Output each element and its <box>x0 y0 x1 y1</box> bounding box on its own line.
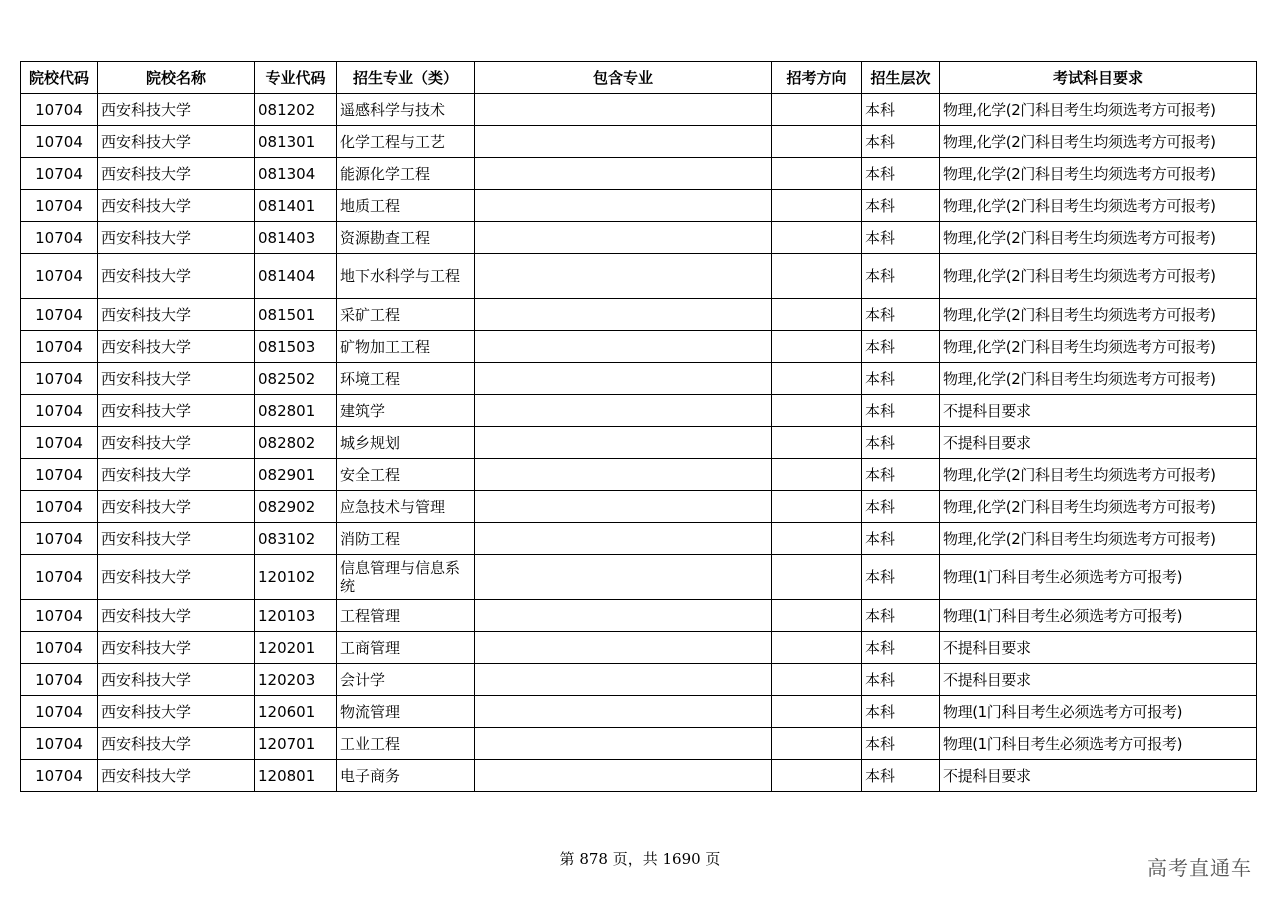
header-level: 招生层次 <box>862 62 940 94</box>
table-row <box>21 222 1257 254</box>
cell-level: 本科 <box>862 760 940 792</box>
cell-school-code: 10704 <box>21 158 98 190</box>
cell-major: 环境工程 <box>337 363 475 395</box>
cell-level: 本科 <box>862 491 940 523</box>
table-body <box>21 94 1257 792</box>
cell-included-majors <box>475 760 772 792</box>
cell-major-code: 120102 <box>255 555 337 600</box>
cell-level: 本科 <box>862 395 940 427</box>
cell-school-name: 西安科技大学 <box>98 126 255 158</box>
cell-subject-requirement: 物理,化学(2门科目考生均须选考方可报考) <box>940 299 1257 331</box>
cell-subject-requirement: 不提科目要求 <box>940 760 1257 792</box>
table-row <box>21 491 1257 523</box>
cell-major-code: 082901 <box>255 459 337 491</box>
cell-direction <box>772 94 862 126</box>
table-row <box>21 299 1257 331</box>
cell-school-code: 10704 <box>21 664 98 696</box>
table-row <box>21 728 1257 760</box>
cell-major: 地下水科学与工程 <box>337 254 475 299</box>
cell-school-name: 西安科技大学 <box>98 427 255 459</box>
cell-level: 本科 <box>862 363 940 395</box>
cell-major-code: 081202 <box>255 94 337 126</box>
cell-included-majors <box>475 363 772 395</box>
cell-direction <box>772 190 862 222</box>
cell-direction <box>772 491 862 523</box>
cell-direction <box>772 254 862 299</box>
cell-school-code: 10704 <box>21 523 98 555</box>
cell-subject-requirement: 物理,化学(2门科目考生均须选考方可报考) <box>940 190 1257 222</box>
table-row <box>21 696 1257 728</box>
header-subject-requirement: 考试科目要求 <box>940 62 1257 94</box>
cell-school-code: 10704 <box>21 555 98 600</box>
cell-major-code: 081501 <box>255 299 337 331</box>
cell-major-code: 082502 <box>255 363 337 395</box>
cell-school-name: 西安科技大学 <box>98 190 255 222</box>
cell-major: 消防工程 <box>337 523 475 555</box>
page-number: 第 878 页，共 1690 页 <box>559 850 721 868</box>
cell-direction <box>772 363 862 395</box>
cell-school-name: 西安科技大学 <box>98 331 255 363</box>
table-row <box>21 395 1257 427</box>
cell-direction <box>772 331 862 363</box>
cell-school-code: 10704 <box>21 696 98 728</box>
table-row <box>21 523 1257 555</box>
cell-school-code: 10704 <box>21 459 98 491</box>
cell-included-majors <box>475 696 772 728</box>
cell-level: 本科 <box>862 190 940 222</box>
cell-direction <box>772 696 862 728</box>
cell-major: 资源勘查工程 <box>337 222 475 254</box>
table-row <box>21 94 1257 126</box>
cell-direction <box>772 600 862 632</box>
cell-direction <box>772 632 862 664</box>
cell-school-code: 10704 <box>21 190 98 222</box>
cell-major-code: 082801 <box>255 395 337 427</box>
cell-major-code: 081401 <box>255 190 337 222</box>
cell-major: 物流管理 <box>337 696 475 728</box>
cell-level: 本科 <box>862 728 940 760</box>
cell-subject-requirement: 物理,化学(2门科目考生均须选考方可报考) <box>940 491 1257 523</box>
cell-major: 采矿工程 <box>337 299 475 331</box>
cell-level: 本科 <box>862 254 940 299</box>
cell-subject-requirement: 物理,化学(2门科目考生均须选考方可报考) <box>940 222 1257 254</box>
cell-direction <box>772 299 862 331</box>
cell-major: 化学工程与工艺 <box>337 126 475 158</box>
cell-major: 工程管理 <box>337 600 475 632</box>
cell-school-name: 西安科技大学 <box>98 254 255 299</box>
cell-major-code: 120601 <box>255 696 337 728</box>
cell-major: 地质工程 <box>337 190 475 222</box>
cell-school-code: 10704 <box>21 331 98 363</box>
cell-major: 城乡规划 <box>337 427 475 459</box>
cell-major-code: 082802 <box>255 427 337 459</box>
cell-level: 本科 <box>862 126 940 158</box>
cell-school-name: 西安科技大学 <box>98 395 255 427</box>
table-row <box>21 126 1257 158</box>
cell-school-name: 西安科技大学 <box>98 94 255 126</box>
cell-direction <box>772 664 862 696</box>
cell-school-code: 10704 <box>21 254 98 299</box>
cell-included-majors <box>475 254 772 299</box>
cell-school-code: 10704 <box>21 491 98 523</box>
table-row <box>21 427 1257 459</box>
cell-school-code: 10704 <box>21 94 98 126</box>
cell-level: 本科 <box>862 94 940 126</box>
table-row <box>21 600 1257 632</box>
cell-level: 本科 <box>862 459 940 491</box>
header-major: 招生专业（类） <box>337 62 475 94</box>
cell-included-majors <box>475 222 772 254</box>
cell-school-code: 10704 <box>21 760 98 792</box>
cell-subject-requirement: 不提科目要求 <box>940 632 1257 664</box>
cell-included-majors <box>475 126 772 158</box>
cell-major-code: 082902 <box>255 491 337 523</box>
cell-subject-requirement: 物理,化学(2门科目考生均须选考方可报考) <box>940 158 1257 190</box>
table-row <box>21 254 1257 299</box>
cell-school-code: 10704 <box>21 728 98 760</box>
cell-school-code: 10704 <box>21 363 98 395</box>
cell-level: 本科 <box>862 523 940 555</box>
cell-major: 建筑学 <box>337 395 475 427</box>
cell-school-name: 西安科技大学 <box>98 523 255 555</box>
cell-included-majors <box>475 94 772 126</box>
cell-subject-requirement: 物理(1门科目考生必须选考方可报考) <box>940 696 1257 728</box>
cell-included-majors <box>475 299 772 331</box>
cell-school-code: 10704 <box>21 299 98 331</box>
cell-direction <box>772 760 862 792</box>
cell-school-code: 10704 <box>21 632 98 664</box>
cell-level: 本科 <box>862 427 940 459</box>
cell-major: 矿物加工工程 <box>337 331 475 363</box>
cell-school-name: 西安科技大学 <box>98 600 255 632</box>
cell-school-name: 西安科技大学 <box>98 363 255 395</box>
cell-major: 工业工程 <box>337 728 475 760</box>
cell-subject-requirement: 不提科目要求 <box>940 664 1257 696</box>
cell-subject-requirement: 物理,化学(2门科目考生均须选考方可报考) <box>940 459 1257 491</box>
cell-subject-requirement: 物理,化学(2门科目考生均须选考方可报考) <box>940 126 1257 158</box>
header-included-majors: 包含专业 <box>475 62 772 94</box>
cell-major: 应急技术与管理 <box>337 491 475 523</box>
header-school-name: 院校名称 <box>98 62 255 94</box>
cell-direction <box>772 126 862 158</box>
table-row <box>21 632 1257 664</box>
cell-school-name: 西安科技大学 <box>98 728 255 760</box>
cell-major-code: 120701 <box>255 728 337 760</box>
cell-school-code: 10704 <box>21 126 98 158</box>
cell-included-majors <box>475 632 772 664</box>
header-direction: 招考方向 <box>772 62 862 94</box>
cell-school-name: 西安科技大学 <box>98 696 255 728</box>
cell-major: 遥感科学与技术 <box>337 94 475 126</box>
cell-included-majors <box>475 395 772 427</box>
cell-included-majors <box>475 491 772 523</box>
cell-school-name: 西安科技大学 <box>98 459 255 491</box>
cell-school-code: 10704 <box>21 427 98 459</box>
table-row <box>21 331 1257 363</box>
cell-school-name: 西安科技大学 <box>98 299 255 331</box>
cell-level: 本科 <box>862 222 940 254</box>
table-row <box>21 363 1257 395</box>
cell-included-majors <box>475 190 772 222</box>
cell-major: 会计学 <box>337 664 475 696</box>
cell-included-majors <box>475 459 772 491</box>
header-major-code: 专业代码 <box>255 62 337 94</box>
cell-major-code: 120201 <box>255 632 337 664</box>
cell-included-majors <box>475 555 772 600</box>
cell-subject-requirement: 物理,化学(2门科目考生均须选考方可报考) <box>940 254 1257 299</box>
cell-level: 本科 <box>862 299 940 331</box>
table-row <box>21 555 1257 600</box>
cell-major-code: 081404 <box>255 254 337 299</box>
cell-level: 本科 <box>862 331 940 363</box>
cell-level: 本科 <box>862 632 940 664</box>
cell-subject-requirement: 不提科目要求 <box>940 427 1257 459</box>
cell-level: 本科 <box>862 696 940 728</box>
enrollment-table <box>20 61 1257 792</box>
cell-major-code: 081304 <box>255 158 337 190</box>
cell-included-majors <box>475 728 772 760</box>
cell-direction <box>772 395 862 427</box>
header-school-code: 院校代码 <box>21 62 98 94</box>
cell-subject-requirement: 不提科目要求 <box>940 395 1257 427</box>
cell-subject-requirement: 物理,化学(2门科目考生均须选考方可报考) <box>940 331 1257 363</box>
table-row <box>21 664 1257 696</box>
cell-major-code: 081301 <box>255 126 337 158</box>
cell-major: 能源化学工程 <box>337 158 475 190</box>
watermark: 高考直通车 <box>1147 856 1252 880</box>
cell-included-majors <box>475 331 772 363</box>
cell-subject-requirement: 物理(1门科目考生必须选考方可报考) <box>940 600 1257 632</box>
table-row <box>21 459 1257 491</box>
cell-major-code: 081503 <box>255 331 337 363</box>
table-row <box>21 190 1257 222</box>
table-header-row <box>21 62 1257 94</box>
cell-major-code: 120103 <box>255 600 337 632</box>
cell-major-code: 081403 <box>255 222 337 254</box>
cell-school-name: 西安科技大学 <box>98 632 255 664</box>
cell-subject-requirement: 物理,化学(2门科目考生均须选考方可报考) <box>940 94 1257 126</box>
cell-school-name: 西安科技大学 <box>98 222 255 254</box>
cell-major: 工商管理 <box>337 632 475 664</box>
cell-school-code: 10704 <box>21 222 98 254</box>
cell-direction <box>772 555 862 600</box>
cell-level: 本科 <box>862 158 940 190</box>
cell-major: 安全工程 <box>337 459 475 491</box>
cell-included-majors <box>475 158 772 190</box>
cell-level: 本科 <box>862 664 940 696</box>
cell-direction <box>772 728 862 760</box>
cell-major: 信息管理与信息系统 <box>337 555 475 600</box>
cell-school-code: 10704 <box>21 395 98 427</box>
cell-school-name: 西安科技大学 <box>98 760 255 792</box>
cell-major-code: 083102 <box>255 523 337 555</box>
cell-subject-requirement: 物理,化学(2门科目考生均须选考方可报考) <box>940 523 1257 555</box>
cell-school-name: 西安科技大学 <box>98 664 255 696</box>
cell-level: 本科 <box>862 600 940 632</box>
cell-included-majors <box>475 523 772 555</box>
cell-school-code: 10704 <box>21 600 98 632</box>
cell-direction <box>772 523 862 555</box>
cell-major-code: 120203 <box>255 664 337 696</box>
cell-subject-requirement: 物理(1门科目考生必须选考方可报考) <box>940 555 1257 600</box>
cell-level: 本科 <box>862 555 940 600</box>
cell-direction <box>772 459 862 491</box>
cell-school-name: 西安科技大学 <box>98 491 255 523</box>
cell-school-name: 西安科技大学 <box>98 158 255 190</box>
cell-direction <box>772 222 862 254</box>
cell-direction <box>772 158 862 190</box>
cell-subject-requirement: 物理(1门科目考生必须选考方可报考) <box>940 728 1257 760</box>
cell-major: 电子商务 <box>337 760 475 792</box>
cell-included-majors <box>475 427 772 459</box>
table-row <box>21 760 1257 792</box>
cell-included-majors <box>475 664 772 696</box>
cell-included-majors <box>475 600 772 632</box>
cell-major-code: 120801 <box>255 760 337 792</box>
cell-subject-requirement: 物理,化学(2门科目考生均须选考方可报考) <box>940 363 1257 395</box>
cell-direction <box>772 427 862 459</box>
cell-school-name: 西安科技大学 <box>98 555 255 600</box>
table-row <box>21 158 1257 190</box>
